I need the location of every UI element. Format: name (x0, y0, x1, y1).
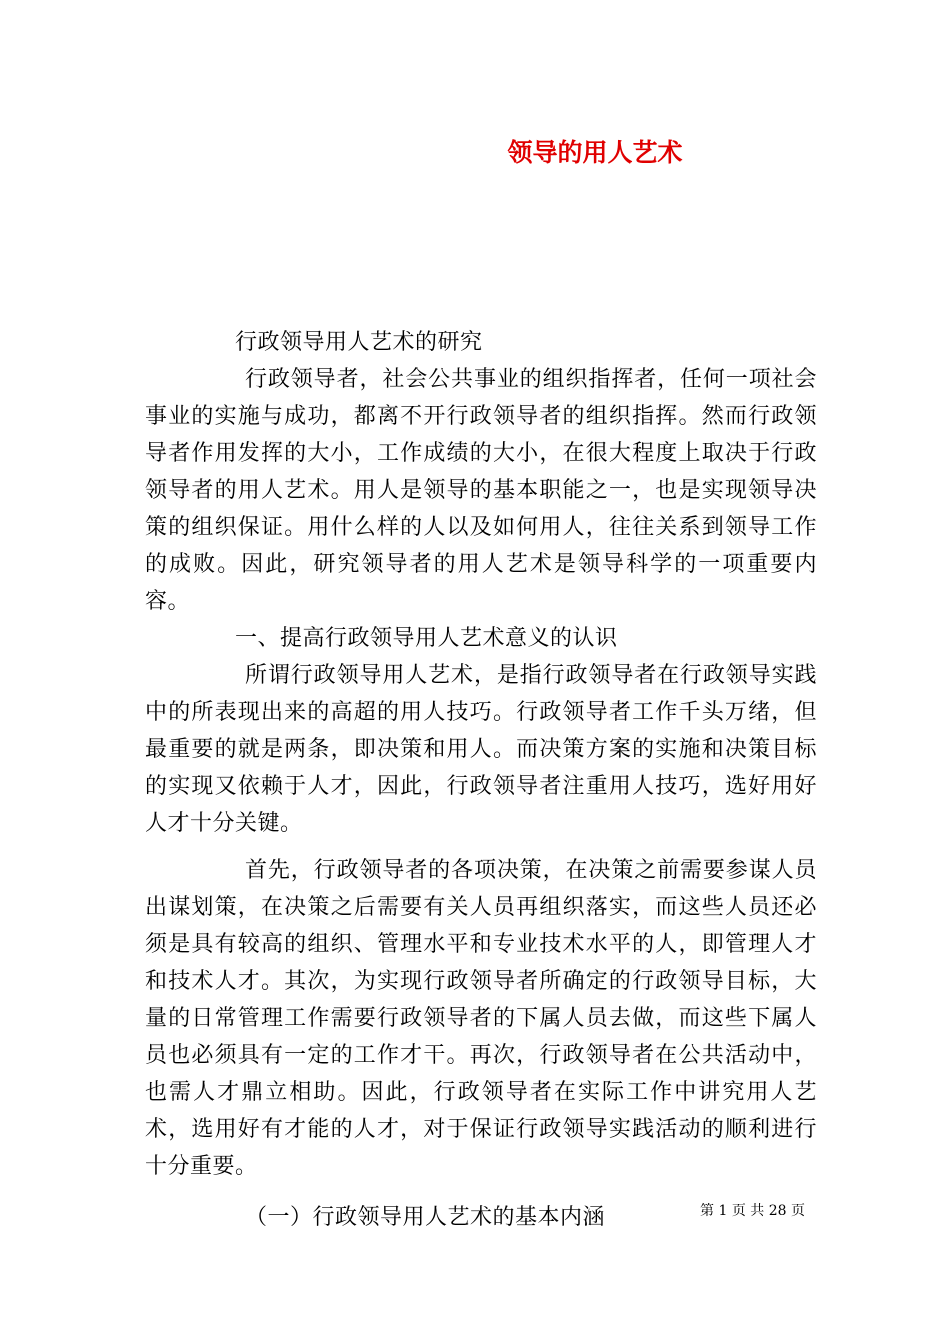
paragraph: 行政领导者，社会公共事业的组织指挥者，任何一项社会事业的实施与成功，都离不开行政领导者的组织指挥。然而行政领导者作用发挥的大小，工作成绩的大小，在很大程度上取决于行政领导者的用人艺术。用人是领导的基本职能之一，也是实现领导决策的组织保证。用什么样的人以及如何用人，往往关系到领导工作的成败。因此，研究领导者的用人艺术是领导科学的一项重要内容。 (145, 367, 817, 614)
paragraph: 首先，行政领导者的各项决策，在决策之前需要参谋人员出谋划策，在决策之后需要有关人员再组织落实，而这些人员还必须是具有较高的组织、管理水平和专业技术水平的人，即管理人才和技术人才。其次，为实现行政领导者所确定的行政领导目标，大量的日常管理工作需要行政领导者的下属人员去做，而这些下属人员也必须具有一定的工作才干。再次，行政领导者在公共活动中，也需人才鼎立相助。因此，行政领导者在实际工作中讲究用人艺术，选用好有才能的人才，对于保证行政领导实践活动的顺利进行十分重要。 (145, 858, 817, 1179)
subsection-heading: （一）行政领导用人艺术的基本内涵 (245, 1205, 606, 1230)
paragraph: 所谓行政领导用人艺术，是指行政领导者在行政领导实践中的所表现出来的高超的用人技巧。行政领导者工作千头万绪，但最重要的就是两条，即决策和用人。而决策方案的实施和决策目标的实现又依赖于人才，因此，行政领导者注重用人技巧，选好用好人才十分关键。 (145, 663, 817, 836)
document-title: 领导的用人艺术 (507, 138, 683, 167)
page-footer: 第 1 页 共 28 页 (700, 1203, 805, 1219)
section-heading: 行政领导用人艺术的研究 (235, 330, 483, 355)
section-heading: 一、提高行政领导用人艺术意义的认识 (235, 626, 618, 651)
document-body (145, 324, 817, 1236)
